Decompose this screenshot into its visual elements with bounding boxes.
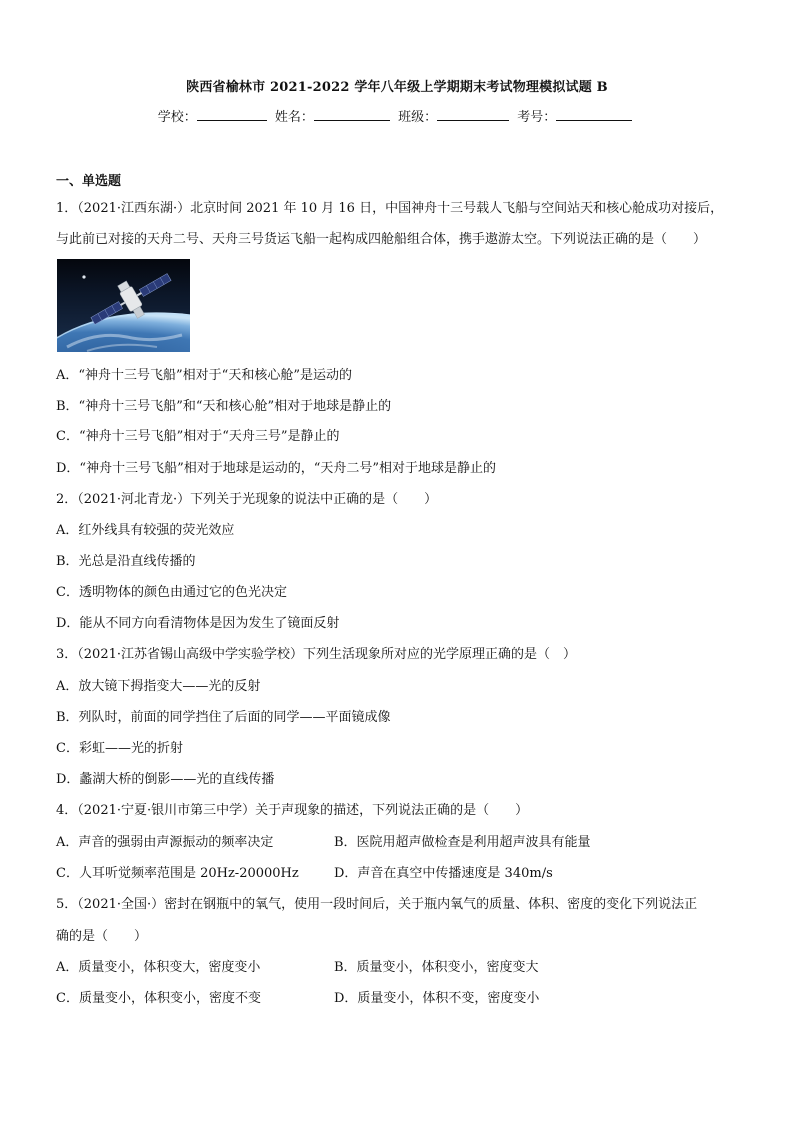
- q2-option-d: D．能从不同方向看清物体是因为发生了镜面反射: [56, 616, 340, 631]
- q5-stem-line-1: 5．（2021·全国·）密封在钢瓶中的氧气，使用一段时间后，关于瓶内氧气的质量、体积、密度的变化下列说法正: [56, 897, 698, 912]
- exam-number-label: 考号：: [517, 110, 557, 125]
- q4-option-c: C．人耳听觉频率范围是 20Hz-20000Hz: [56, 866, 299, 881]
- school-label: 学校：: [157, 110, 197, 125]
- spacecraft-photo: [57, 259, 190, 352]
- exam-title: 陕西省榆林市 2021-2022 学年八年级上学期期末考试物理模拟试题 B: [186, 80, 608, 95]
- q2-option-c: C．透明物体的颜色由通过它的色光决定: [56, 585, 287, 600]
- q5-option-c: C．质量变小，体积变小，密度不变: [56, 991, 261, 1006]
- q4-option-d: D．声音在真空中传播速度是 340m/s: [334, 866, 553, 881]
- q1-option-c: C．“神舟十三号飞船”相对于“天舟三号”是静止的: [56, 429, 340, 444]
- school-blank[interactable]: [197, 108, 267, 121]
- q3-option-c: C．彩虹——光的折射: [56, 741, 183, 756]
- q1-option-d: D．“神舟十三号飞船”相对于地球是运动的，“天舟二号”相对于地球是静止的: [56, 461, 497, 476]
- q4-stem: 4．（2021·宁夏·银川市第三中学）关于声现象的描述，下列说法正确的是（ ）: [56, 803, 529, 818]
- q3-option-a: A．放大镜下拇指变大——光的反射: [56, 679, 261, 694]
- q2-stem: 2．（2021·河北青龙·）下列关于光现象的说法中正确的是（ ）: [56, 492, 438, 507]
- student-info-row: [0, 106, 794, 125]
- section-title: 一、单选题: [56, 174, 122, 189]
- q2-option-b: B．光总是沿直线传播的: [56, 554, 196, 569]
- q1-option-b: B．“神舟十三号飞船”和“天和核心舱”相对于地球是静止的: [56, 399, 392, 414]
- name-blank[interactable]: [314, 108, 390, 121]
- exam-number-blank[interactable]: [556, 108, 632, 121]
- name-label: 姓名：: [274, 110, 314, 125]
- q1-option-a: A．“神舟十三号飞船”相对于“天和核心舱”是运动的: [56, 368, 352, 383]
- class-label: 班级：: [398, 110, 438, 125]
- class-blank[interactable]: [437, 108, 509, 121]
- q4-option-a: A．声音的强弱由声源振动的频率决定: [56, 835, 274, 850]
- q5-option-a: A．质量变小，体积变大，密度变小: [56, 960, 261, 975]
- q3-option-b: B．列队时，前面的同学挡住了后面的同学——平面镜成像: [56, 710, 391, 725]
- q3-stem: 3．（2021·江苏省锡山高级中学实验学校）下列生活现象所对应的光学原理正确的是（ ）: [56, 647, 576, 662]
- q5-option-d: D．质量变小，体积不变，密度变小: [334, 991, 540, 1006]
- q1-stem-line-1: 1．（2021·江西东湖·）北京时间 2021 年 10 月 16 日，中国神舟十三号载人飞船与空间站天和核心舱成功对接后，: [56, 201, 724, 216]
- q5-option-b: B．质量变小，体积变小，密度变大: [334, 960, 539, 975]
- q5-stem-line-2: 确的是（ ）: [56, 929, 148, 944]
- q2-option-a: A．红外线具有较强的荧光效应: [56, 523, 235, 538]
- q4-option-b: B．医院用超声做检查是利用超声波具有能量: [334, 835, 591, 850]
- q3-option-d: D．蠡湖大桥的倒影——光的直线传播: [56, 772, 275, 787]
- q1-stem-line-2: 与此前已对接的天舟二号、天舟三号货运飞船一起构成四舱船组合体，携手遨游太空。下列说法正确的是（ ）: [56, 232, 707, 247]
